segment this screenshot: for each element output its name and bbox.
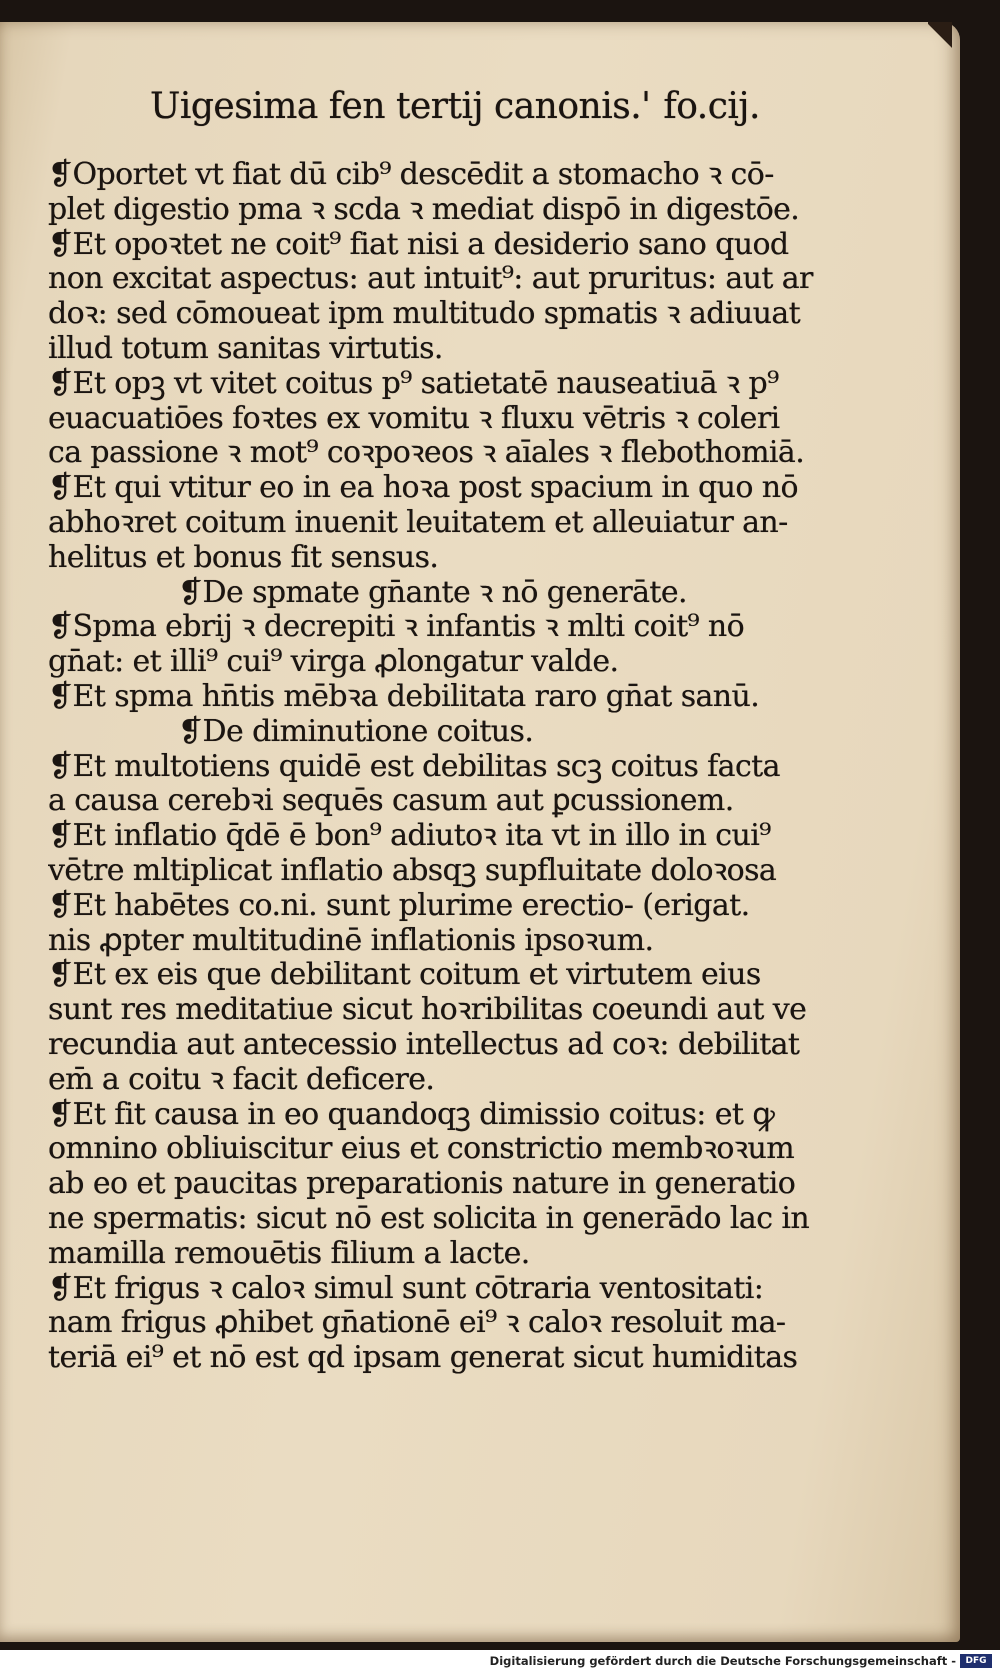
text-line: ❡Et opꝫ vt vitet̄ coitus p⁹ satietatē nauseatiuā ꝛ p⁹	[48, 366, 779, 401]
text-line: helitus et bonus fit sensus.	[48, 540, 439, 575]
text-line: ❡Et multotiens quidē est debilitas scꝫ coitus facta	[48, 749, 780, 784]
text-line: doꝛ: sed cōmoueat ipm multitudo spmatis ꝛ adiuuat	[48, 297, 801, 332]
text-line: ne spermatis: sicut nō est solicita in generādo lac in	[48, 1201, 810, 1236]
text-line: ❡Et habētes co.ni. sunt plurime erectio- (erigat̄.	[48, 888, 750, 923]
text-line: a causa cerebꝛi sequēs casum aut ꝑcussionem.	[48, 784, 734, 819]
text-line: em̄ a coitu ꝛ facit deficere.	[48, 1062, 435, 1097]
text-line: non excitat aspectus: aut intuit⁹: aut pruritus: aut ar	[48, 262, 813, 297]
text-line: nam frigus ꝓhibet gn̄ationē ei⁹ ꝛ caloꝛ resoluit ma-	[48, 1306, 786, 1341]
section-heading: ❡De diminutione coitus.	[178, 714, 534, 749]
text-line: ❡Et frigus ꝛ caloꝛ simul sunt cōtraria ventositati:	[48, 1271, 764, 1306]
book-page	[0, 22, 960, 1642]
text-line: illud totum sanitas virtutis.	[48, 331, 443, 366]
text-line: ❡Et fit causa in eo quandoqꝫ dimissio coitus: et ꝙ	[48, 1097, 775, 1132]
text-line: plet̄ digestio pma ꝛ scda ꝛ mediat̄ dispō in digestōe.	[48, 192, 800, 227]
text-line: vētre mltiplicat̄ inflatio absqꝫ supfluitate doloꝛosa	[48, 853, 777, 888]
text-line: teriā ei⁹ et nō est qd ipsam generat sicut humiditas	[48, 1341, 798, 1376]
text-line: ❡Oportet vt fiat dū cib⁹ descēdit a stomacho ꝛ cō-	[48, 158, 774, 192]
dfg-logo: DFG	[960, 1654, 992, 1668]
text-line: recundia aut antecessio intellectus ad coꝛ: debilitat	[48, 1027, 800, 1062]
text-line: ❡Et qui vtitur eo in ea hoꝛa post spacium in quo nō	[48, 471, 798, 506]
text-line: abhoꝛret coitum inuenit leuitatem et alleuiatur an-	[48, 505, 788, 540]
text-line: ❡Spma ebrij ꝛ decrepiti ꝛ infantis ꝛ mlti coit⁹ nō	[48, 610, 745, 645]
text-line: omnino obliuiscitur eius et constrictio membꝛoꝛum	[48, 1132, 795, 1167]
text-line: sunt res meditatiue sicut hoꝛribilitas coeundi aut ve	[48, 993, 807, 1028]
footer-band	[0, 1650, 1000, 1672]
text-line: ❡Et opoꝛtet ne coit⁹ fiat nisi a desiderio sano quod	[48, 227, 789, 262]
text-line: gn̄at: et illi⁹ cui⁹ virga ꝓlongatur valde.	[48, 645, 619, 680]
digitization-credit: Digitalisierung gefördert durch die Deutsche Forschungsgemeinschaft -	[489, 1654, 956, 1668]
text-line: ❡Et ex eis que debilitant coitum et virtutem eius	[48, 958, 761, 993]
text-line: mamilla remouētis filium a lacte.	[48, 1236, 530, 1271]
text-line: euacuatiōes foꝛtes ex vomitu ꝛ fluxu vētris ꝛ coleri	[48, 401, 780, 436]
text-line: ab eo et paucitas preparationis nature in generatio	[48, 1167, 796, 1202]
text-line: nis ꝓpter multitudinē inflationis ipsoꝛum.	[48, 923, 654, 958]
folio-number: fo.cij.	[663, 86, 760, 127]
text-line: ❡Et spma hn̄tis mēbꝛa debilitata raro gn̄at sanū.	[48, 679, 760, 714]
text-line: ca passione ꝛ mot⁹ coꝛpoꝛeos ꝛ aīales ꝛ flebothomiā.	[48, 436, 805, 471]
text-block	[48, 158, 838, 1376]
text-line: ❡Et inflatio q̄dē ē bon⁹ adiutoꝛ ita vt in illo in cui⁹	[48, 819, 771, 854]
running-title: Uigesima fen tertij canonis.'	[150, 86, 651, 127]
section-heading: ❡De spmate gn̄ante ꝛ nō generāte.	[178, 575, 687, 610]
running-header	[150, 86, 760, 127]
